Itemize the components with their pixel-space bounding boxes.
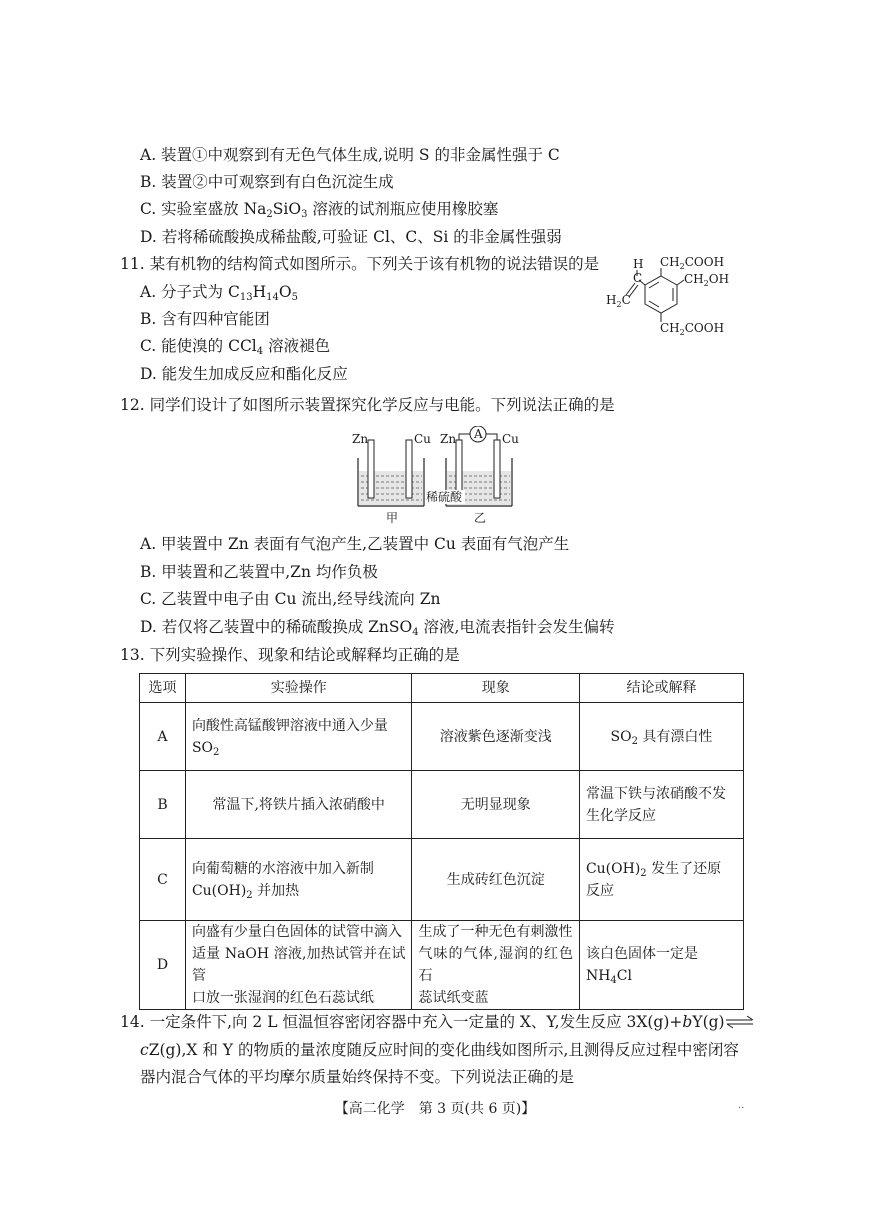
footer-dots: .. (738, 1100, 745, 1111)
q10-option-b: B. 装置②中可观察到有白色沉淀生成 (140, 173, 394, 191)
q12-option-b: B. 甲装置和乙装置中,Zn 均作负极 (140, 563, 378, 581)
cell-conclusion: 常温下铁与浓硝酸不发 生化学反应 (579, 771, 743, 839)
cell-operation: 向酸性高锰酸钾溶液中通入少量 $SO_2$ (185, 703, 412, 771)
cell-conclusion: $SO_2$ 具有漂白性 (579, 703, 743, 771)
q11-stem: 11. 某有机物的结构简式如图所示。下列关于该有机物的说法错误的是 (120, 255, 600, 273)
table-header-row (140, 674, 744, 703)
q10-option-c: C. 实验室盛放 $Na_2SiO_3$ 溶液的试剂瓶应使用橡胶塞 (140, 200, 499, 220)
mol-h2c: $H_2C$ (606, 293, 631, 309)
q14-stem-line-3: 器内混合气体的平均摩尔质量始终保持不变。下列说法正确的是 (140, 1068, 575, 1086)
label-cu-1: Cu (414, 432, 431, 446)
cell-option: D (140, 921, 186, 1010)
cell-option: A (140, 703, 186, 771)
cell-operation: 常温下,将铁片插入浓硝酸中 (185, 771, 412, 839)
table-row (140, 703, 744, 771)
mol-c-top: C (633, 271, 643, 285)
cell-phenomenon: 生成了一种无色有刺激性 气味的气体,湿润的红色石 蕊试纸变蓝 (412, 921, 579, 1010)
q13-table (139, 673, 744, 1010)
cell-phenomenon: 溶液紫色逐渐变浅 (412, 703, 579, 771)
q11-option-a: A. 分子式为 $C_{13}H_{14}O_5$ (140, 283, 298, 303)
header-phenomenon: 现象 (412, 674, 579, 703)
q12-option-d: D. 若仅将乙装置中的稀硫酸换成 ZnSO$_4$ 溶液,电流表指针会发生偏转 (140, 618, 615, 638)
cell-phenomenon: 无明显现象 (412, 771, 579, 839)
cell-operation: 向葡萄糖的水溶液中加入新制 $Cu(OH)_2$ 并加热 (185, 839, 412, 921)
q11-option-b: B. 含有四种官能团 (140, 310, 270, 328)
beaker-jia (358, 440, 424, 506)
cell-operation: 向盛有少量白色固体的试管中滴入 适量 NaOH 溶液,加热试管并在试管 口放一张湿润的红色石蕊试纸 (185, 921, 412, 1010)
label-zn-1: Zn (352, 432, 369, 446)
equilibrium-arrow-icon (725, 1015, 755, 1029)
header-option: 选项 (140, 674, 186, 703)
galvanic-cells-diagram (348, 426, 548, 528)
q11-option-c: C. 能使溴的 CCl$_4$ 溶液褪色 (140, 337, 331, 357)
label-cu-2: Cu (502, 432, 519, 446)
molecule-structure (600, 252, 740, 342)
header-conclusion: 结论或解释 (579, 674, 743, 703)
table-row (140, 839, 744, 921)
q12-option-c: C. 乙装置中电子由 Cu 流出,经导线流向 Zn (140, 590, 441, 608)
page-footer: 【高二化学 第 3 页(共 6 页)】 (334, 1101, 536, 1117)
q14-stem-line-1: 14. 一定条件下,向 2 L 恒温恒容密闭容器中充入一定量的 X、Y,发生反应 3X(g)+bY(g) (120, 1011, 755, 1033)
mol-h-top: H (633, 257, 644, 271)
cell-phenomenon: 生成砖红色沉淀 (412, 839, 579, 921)
mol-ch2oh: $CH_2OH$ (684, 272, 730, 288)
cell-option: C (140, 839, 186, 921)
q14-stem-line-2: cZ(g),X 和 Y 的物质的量浓度随反应时间的变化曲线如图所示,且测得反应过程中密闭容 (140, 1041, 739, 1059)
ammeter-label: A (474, 427, 483, 441)
label-dilute-sulfuric-acid: 稀硫酸 (426, 490, 463, 504)
table-row (140, 921, 744, 1010)
cell-conclusion: $Cu(OH)_2$ 发生了还原 反应 (579, 839, 743, 921)
q10-option-a: A. 装置①中观察到有无色气体生成,说明 S 的非金属性强于 C (140, 146, 560, 164)
label-zn-2: Zn (440, 432, 457, 446)
header-operation: 实验操作 (185, 674, 412, 703)
cell-conclusion: 该白色固体一定是 $NH_4Cl$ (579, 921, 743, 1010)
mol-ch2cooh-bottom: $CH_2COOH$ (660, 321, 725, 337)
cell-option: B (140, 771, 186, 839)
table-row (140, 771, 744, 839)
q12-stem: 12. 同学们设计了如图所示装置探究化学反应与电能。下列说法正确的是 (120, 396, 615, 414)
q10-option-d: D. 若将稀硫酸换成稀盐酸,可验证 Cl、C、Si 的非金属性强弱 (140, 228, 562, 246)
label-jia: 甲 (386, 511, 399, 525)
q11-option-d: D. 能发生加成反应和酯化反应 (140, 365, 348, 383)
label-yi: 乙 (474, 511, 487, 525)
mol-ch2cooh-top: $CH_2COOH$ (660, 255, 725, 271)
q12-option-a: A. 甲装置中 Zn 表面有气泡产生,乙装置中 Cu 表面有气泡产生 (140, 535, 570, 553)
q13-stem: 13. 下列实验操作、现象和结论或解释均正确的是 (120, 646, 460, 664)
